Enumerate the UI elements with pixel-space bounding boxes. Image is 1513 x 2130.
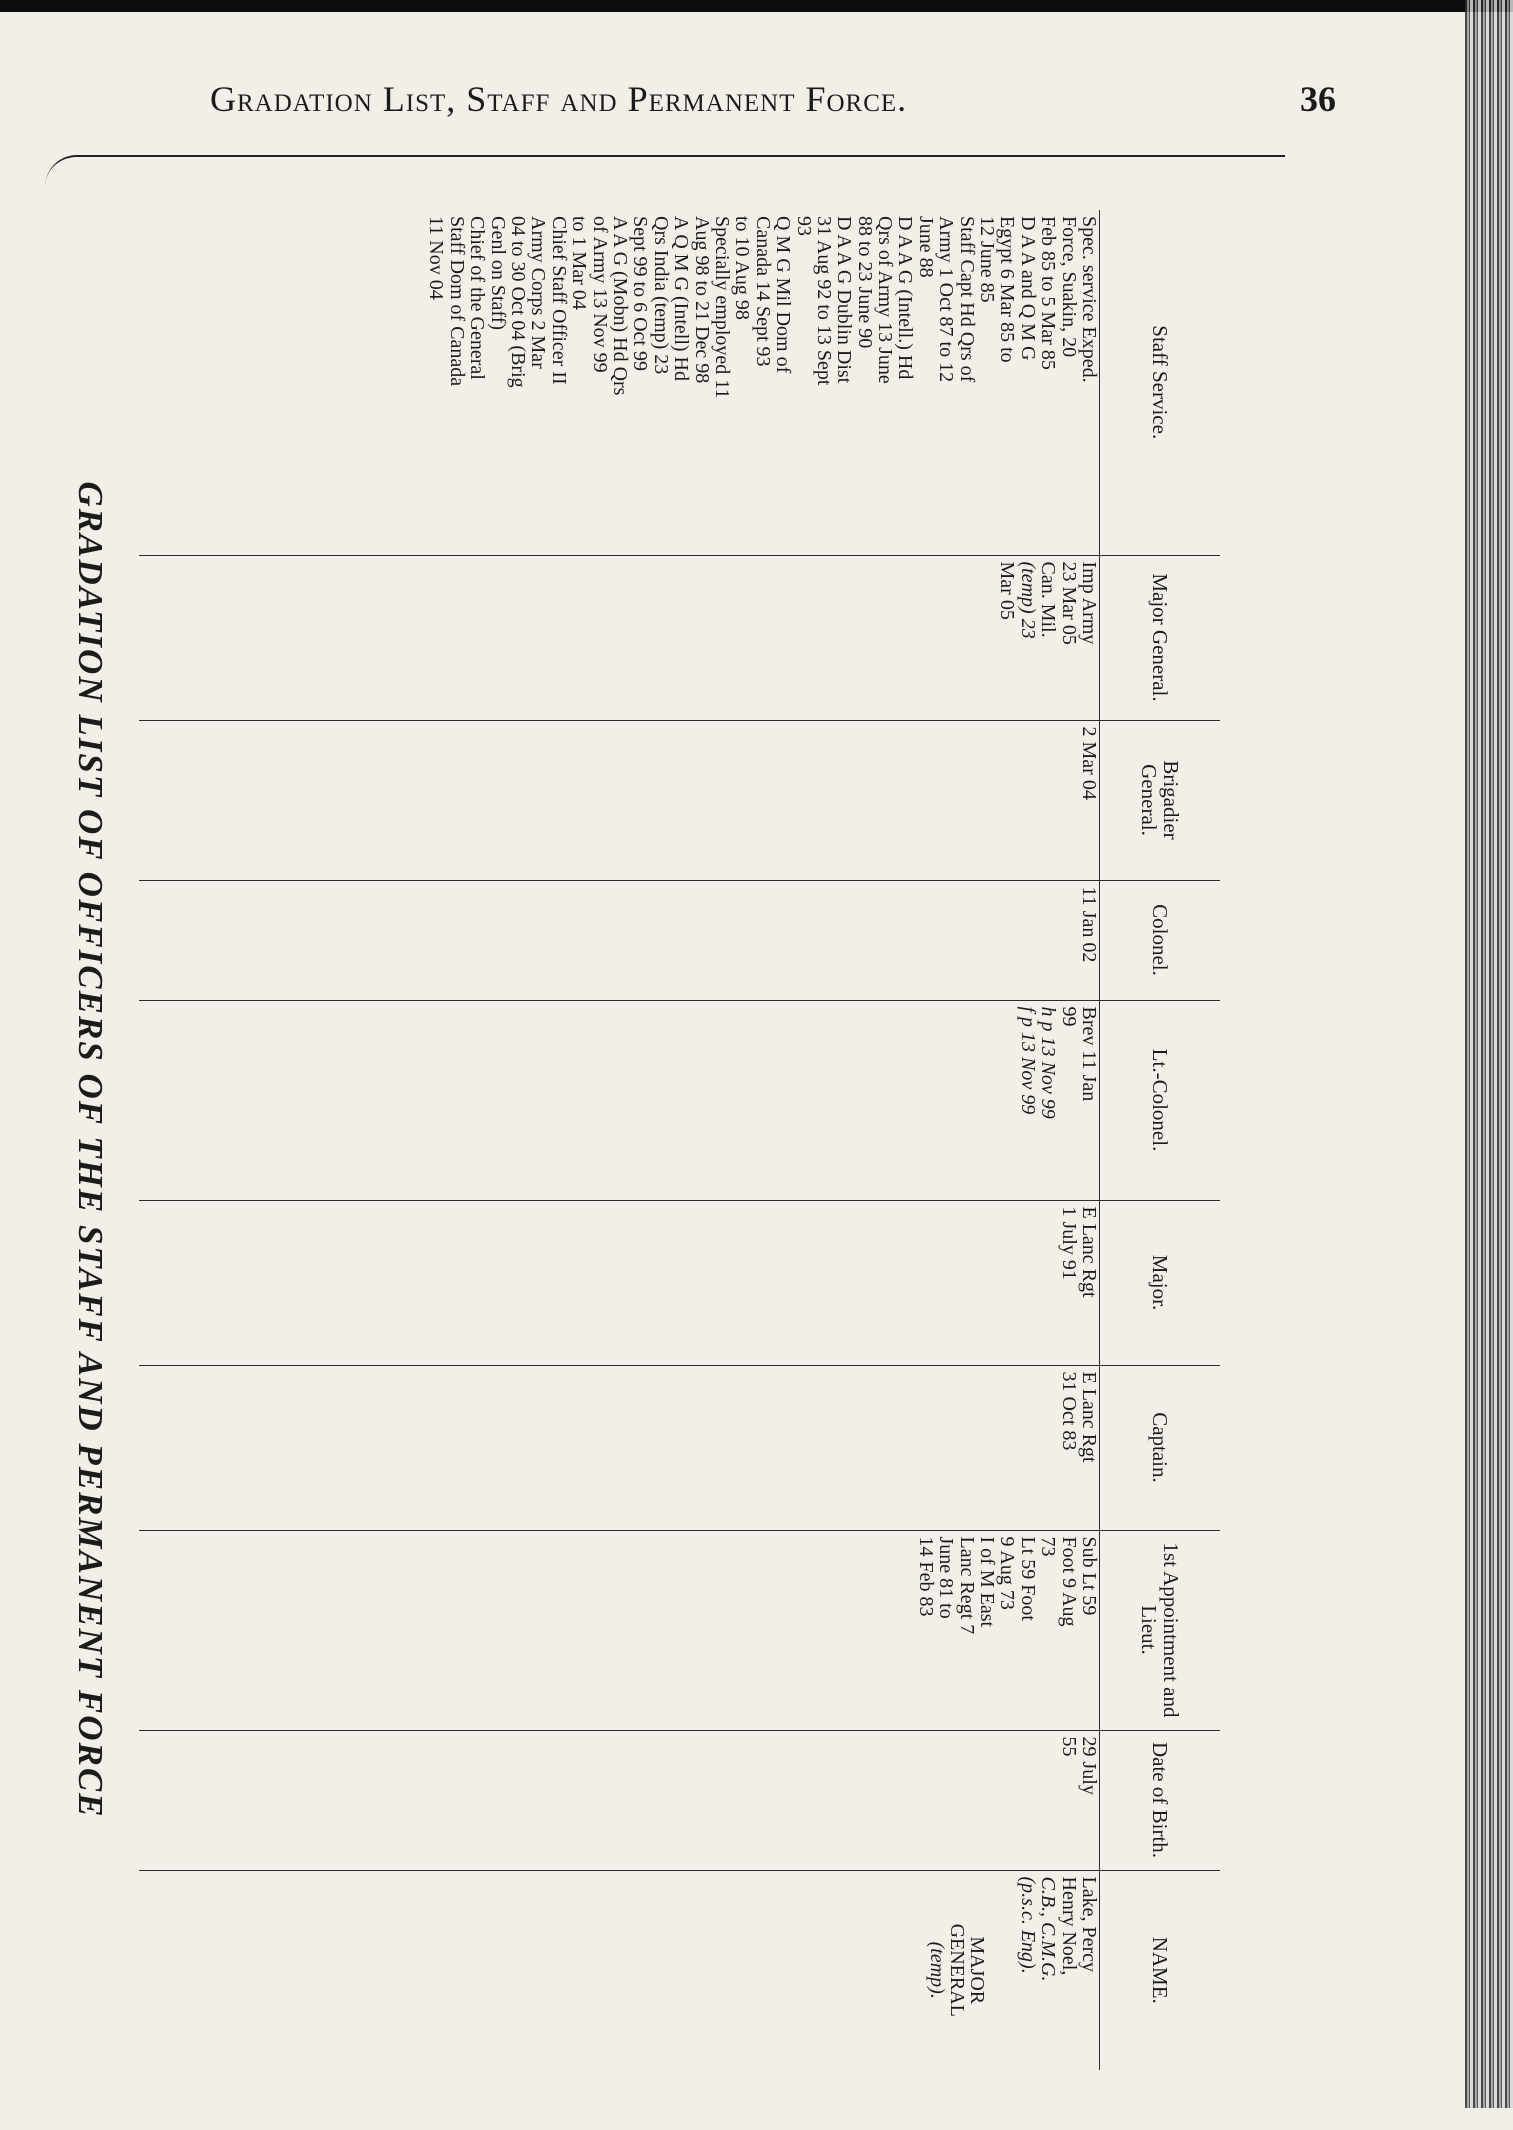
gradation-table bbox=[139, 210, 1220, 2070]
col-header-date-of-birth: Date of Birth. bbox=[1100, 1730, 1221, 1870]
running-title: Gradation List, Staff and Permanent Force. bbox=[210, 79, 908, 119]
page-header bbox=[150, 68, 1390, 128]
col-header-brigadier-general: Brigadier General. bbox=[1100, 720, 1221, 880]
col-header-colonel: Colonel. bbox=[1100, 880, 1221, 1000]
cell-first-appointment: Sub Lt 59 Foot 9 Aug 73 Lt 59 Foot 9 Aug 73 I of M East Lanc Regt 7 June 81 to 14 Feb 83 bbox=[139, 1530, 1100, 1730]
rank-heading: MAJOR GENERAL (temp). bbox=[925, 1923, 989, 2017]
table-row bbox=[139, 210, 1100, 2070]
col-header-first-appointment: 1st Appointment and Lieut. bbox=[1100, 1530, 1221, 1730]
col-header-major-general: Major General. bbox=[1100, 555, 1221, 720]
page-number: 36 bbox=[1300, 79, 1336, 119]
header-row bbox=[1100, 210, 1221, 2070]
table-title: GRADATION LIST OF OFFICERS OF THE STAFF AND PERMANENT FORCE bbox=[71, 481, 110, 1819]
cell-colonel: 11 Jan 02 bbox=[139, 880, 1100, 1000]
col-header-staff-service: Staff Service. bbox=[1100, 210, 1221, 555]
cell-captain: E Lanc Rgt 31 Oct 83 bbox=[139, 1365, 1100, 1530]
cell-major-general: Imp Army 23 Mar 05 Can. Mil. (temp) 23 Mar 05 bbox=[139, 555, 1100, 720]
cell-brigadier-general: 2 Mar 04 bbox=[139, 720, 1100, 880]
cell-date-of-birth: 29 July 55 bbox=[139, 1730, 1100, 1870]
book-gutter-edge bbox=[1465, 0, 1513, 2108]
cell-staff-service: Spec. service Exped. Force, Suakin, 20 Feb 85 to 5 Mar 85 D A A and Q M G Egypt 6 Mar 85 to 12 June 85 Staff Capt Hd Qrs of Army 1 Oct 87 to 12 June 88 D A A G (Intell.) Hd Qrs of Army 13 June 88 to 23 June 90 D A A G Dublin Dist 31 Aug 92 to 13 Sept 93 Q M G Mil Dom of Canada 14 Sept 93 to 10 Aug 98 Specially employed 11 Aug 98 to 21 Dec 98 A Q M G (Intell) Hd Qrs India (temp) 23 Sept 99 to 6 Oct 99 A A G (Mobn) Hd Qrs of Army 13 Nov 99 to 1 Mar 04 Chief Staff Officer II Army Corps 2 Mar 04 to 30 Oct 04 (Brig Genl on Staff) Chief of the General Staff Dom of Canada 11 Nov 04 bbox=[425, 216, 1100, 399]
col-header-lt-colonel: Lt.-Colonel. bbox=[1100, 1000, 1221, 1200]
col-header-name: NAME. bbox=[1100, 1870, 1221, 2070]
col-header-captain: Captain. bbox=[1100, 1365, 1221, 1530]
col-header-major: Major. bbox=[1100, 1200, 1221, 1365]
rotated-table-area bbox=[40, 170, 1300, 2130]
cell-lt-colonel: Brev 11 Jan 99 h p 13 Nov 99 f p 13 Nov 99 bbox=[139, 1000, 1100, 1200]
cell-name: Lake, Percy Henry Noel, C.B., C.M.G. (p.s.c. Eng). MAJOR GENERAL (temp). bbox=[139, 1870, 1100, 2070]
page-top-edge bbox=[0, 0, 1513, 12]
cell-major: E Lanc Rgt 1 July 91 bbox=[139, 1200, 1100, 1365]
